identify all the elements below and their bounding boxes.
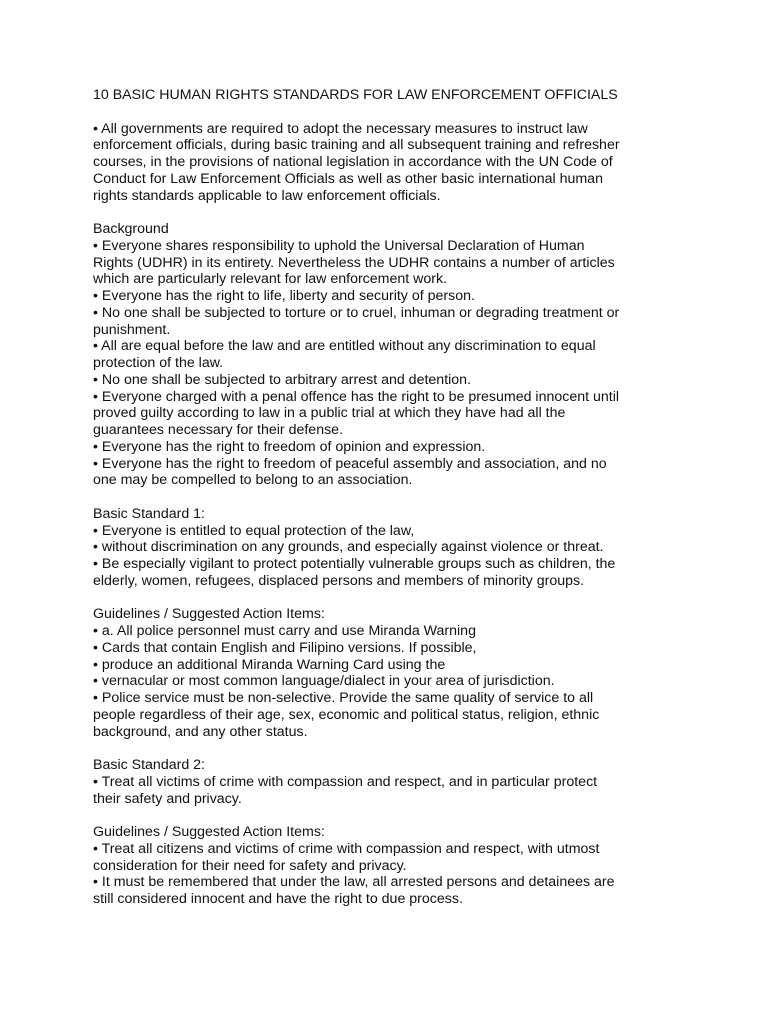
intro-line: Conduct for Law Enforcement Officials as well as other basic international human (93, 170, 603, 187)
document-title: 10 BASIC HUMAN RIGHTS STANDARDS FOR LAW ENFORCEMENT OFFICIALS (93, 87, 618, 103)
section-heading: Guidelines / Suggested Action Items: (93, 824, 325, 840)
section-line: Rights (UDHR) in its entirety. Nevertheless the UDHR contains a number of articles (93, 254, 615, 271)
section-line: • Be especially vigilant to protect potentially vulnerable groups such as children, the (93, 556, 616, 572)
section-background (93, 221, 693, 489)
section-line: people regardless of their age, sex, economic and political status, religion, ethnic (93, 706, 600, 723)
section-line: • All are equal before the law and are entitled without any discrimination to equal (93, 338, 596, 355)
intro-line: enforcement officials, during basic training and all subsequent training and refresher (93, 137, 620, 154)
intro-paragraph (93, 121, 693, 205)
section-line: which are particularly relevant for law enforcement work. (93, 271, 448, 288)
section-line: • Everyone has the right to freedom of peaceful assembly and association, and no (93, 455, 607, 472)
section-line: protection of the law. (93, 355, 224, 371)
section-line: • a. All police personnel must carry and use Miranda Warning (93, 623, 476, 639)
section-heading: Basic Standard 2: (93, 757, 205, 773)
section-line: • without discrimination on any grounds, and especially against violence or threat. (93, 539, 604, 556)
section-line: • Treat all victims of crime with compassion and respect, and in particular protect (93, 773, 598, 790)
section-line: • Treat all citizens and victims of crime with compassion and respect, with utmost (93, 840, 600, 857)
document-page (93, 87, 693, 908)
section-line: one may be compelled to belong to an association. (93, 472, 413, 489)
section-line: guarantees necessary for their defense. (93, 422, 344, 438)
section-line: • Everyone has the right to freedom of opinion and expression. (93, 438, 486, 455)
section-basic-standard-2 (93, 757, 693, 807)
intro-line: rights standards applicable to law enforcement officials. (93, 187, 441, 204)
section-heading: Basic Standard 1: (93, 505, 205, 522)
section-line: • No one shall be subjected to torture or to cruel, inhuman or degrading treatment or (93, 304, 620, 321)
section-line: elderly, women, refugees, displaced persons and members of minority groups. (93, 572, 585, 589)
section-line: consideration for their need for safety and privacy. (93, 857, 407, 874)
section-line: • vernacular or most common language/dialect in your area of jurisdiction. (93, 673, 555, 690)
section-guidelines-2 (93, 824, 693, 908)
section-heading: Background (93, 221, 169, 237)
section-guidelines-1 (93, 606, 693, 740)
section-heading: Guidelines / Suggested Action Items: (93, 606, 325, 623)
section-line: • Everyone is entitled to equal protection of the law, (93, 522, 415, 539)
section-line: background, and any other status. (93, 723, 308, 740)
intro-line: courses, in the provisions of national legislation in accordance with the UN Code of (93, 154, 613, 170)
section-basic-standard-1 (93, 506, 693, 590)
section-line: • Everyone has the right to life, liberty and security of person. (93, 288, 475, 304)
intro-line: • All governments are required to adopt the necessary measures to instruct law (93, 120, 588, 137)
section-line: • Cards that contain English and Filipino versions. If possible, (93, 639, 477, 656)
section-line: their safety and privacy. (93, 790, 242, 807)
section-line: proved guilty according to law in a public trial at which they have had all the (93, 405, 566, 422)
section-line: still considered innocent and have the right to due process. (93, 891, 463, 907)
section-line: • Police service must be non-selective. Provide the same quality of service to all (93, 690, 594, 706)
section-line: • Everyone charged with a penal offence has the right to be presumed innocent until (93, 388, 620, 405)
section-line: punishment. (93, 321, 171, 338)
section-line: • It must be remembered that under the law, all arrested persons and detainees are (93, 874, 615, 891)
section-line: • Everyone shares responsibility to uphold the Universal Declaration of Human (93, 237, 585, 254)
section-line: • produce an additional Miranda Warning Card using the (93, 656, 446, 673)
section-line: • No one shall be subjected to arbitrary arrest and detention. (93, 371, 472, 388)
